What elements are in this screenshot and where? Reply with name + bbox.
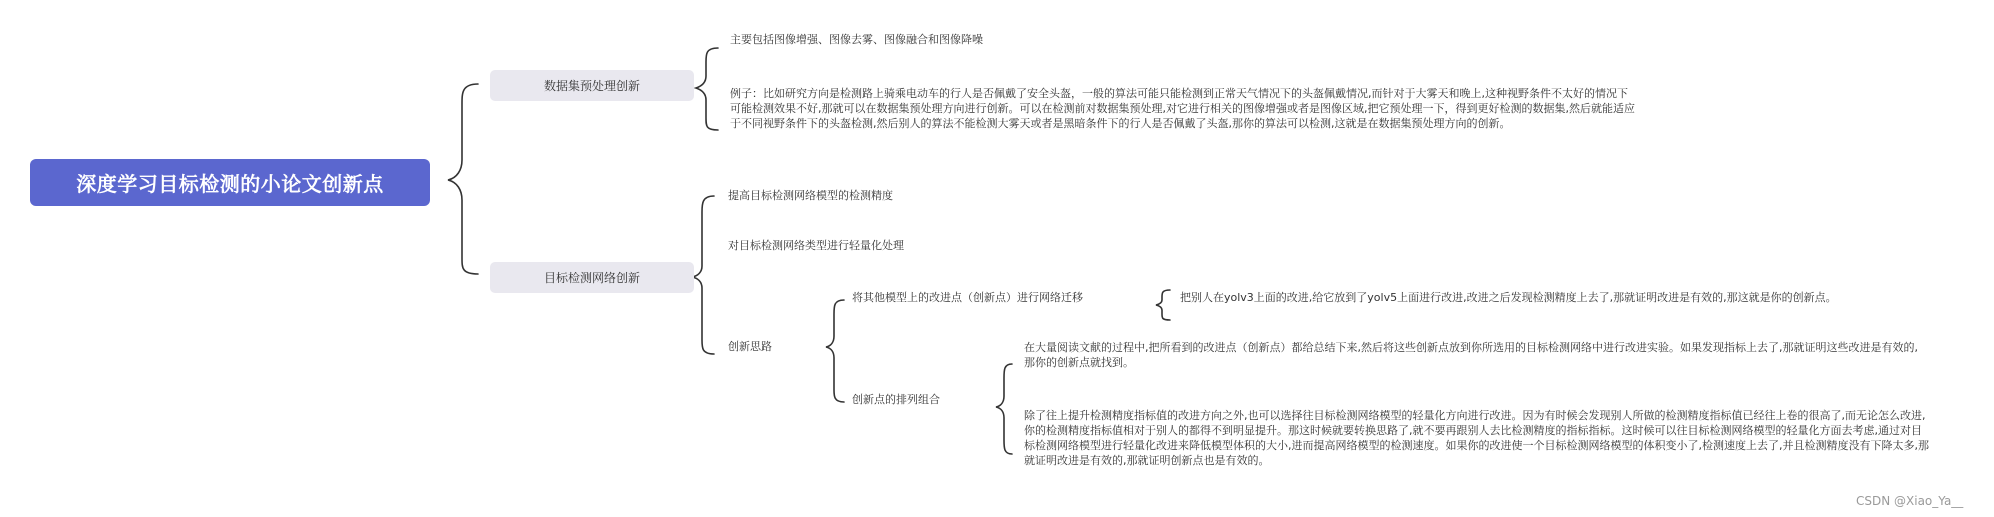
watermark: CSDN @Xiao_Ya__ — [1856, 494, 1964, 508]
sub2-brace — [996, 364, 1012, 454]
innovation-ideas[interactable]: 创新思路 — [728, 340, 772, 353]
branch1-brace — [696, 48, 718, 130]
branch-detection-network[interactable] — [490, 262, 694, 293]
branch2-label: 目标检测网络创新 — [543, 271, 640, 285]
branch1-label: 数据集预处理创新 — [543, 79, 640, 93]
root-node[interactable] — [30, 159, 430, 206]
idea-brace — [826, 300, 844, 402]
network-transfer-idea[interactable]: 将其他模型上的改进点（创新点）进行网络迁移 — [852, 291, 1083, 304]
root-label: 深度学习目标检测的小论文创新点 — [76, 172, 384, 196]
lightweight-network[interactable]: 对目标检测网络类型进行轻量化处理 — [728, 239, 904, 252]
improve-detection-accuracy[interactable]: 提高目标检测网络模型的检测精度 — [728, 189, 893, 202]
network-transfer-detail[interactable]: 把别人在yolv3上面的改进,给它放到了yolv5上面进行改进,改进之后发现检测精度上去了,那就证明改进是有效的,那这就是你的创新点。 — [1180, 291, 1837, 304]
sub1-brace — [1156, 290, 1170, 320]
branch2-brace — [692, 196, 714, 354]
root-brace — [448, 84, 478, 274]
branch-dataset-preprocessing[interactable] — [490, 70, 694, 101]
innovation-combination[interactable]: 创新点的排列组合 — [852, 393, 940, 406]
dataset-preprocessing-scope[interactable]: 主要包括图像增强、图像去雾、图像融合和图像降噪 — [730, 33, 983, 46]
combination-detail-1[interactable]: 在大量阅读文献的过程中,把所看到的改进点（创新点）都给总结下来,然后将这些创新点放到你所选用的目标检测网络中进行改进实验。如果发现指标上去了,那就证明这些改进是有效的,那你的创新点就找到。 — [1024, 341, 1918, 369]
dataset-preprocessing-example[interactable]: 例子：比如研究方向是检测路上骑乘电动车的行人是否佩戴了安全头盔，一般的算法可能只能检测到正常天气情况下的头盔佩戴情况,而针对于大雾天和晚上,这种视野条件不太好的情况下可能检测效果不好,那就可以在数据集预处理方向进行创新。可以在检测前对数据集预处理,对它进行相关的图像增强或者是图像区域,把它预处理一下，得到更好检测的数据集,然后就能适应于不同视野条件下的头盔检测,然后别人的算法不能检测大雾天或者是黑暗条件下的行人是否佩戴了头盔,那你的算法可以检测,这就是在数据集预处理方向的创新。 — [730, 87, 1635, 130]
combination-detail-2[interactable]: 除了往上提升检测精度指标值的改进方向之外,也可以选择往目标检测网络模型的轻量化方向进行改进。因为有时候会发现别人所做的检测精度指标值已经往上卷的很高了,而无论怎么改进,你的检测精度指标值相对于别人的都得不到明显提升。那这时候就要转换思路了,就不要再跟别人去比检测精度的指标指标。这时候可以往目标检测网络模型的轻量化方面去考虑,通过对目标检测网络模型进行轻量化改进来降低模型体积的大小,进而提高网络模型的检测速度。如果你的改进使一个目标检测网络模型的体积变小了,检测速度上去了,并且检测精度没有下降太多,那就证明改进是有效的,那就证明创新点也是有效的。 — [1024, 409, 1929, 467]
